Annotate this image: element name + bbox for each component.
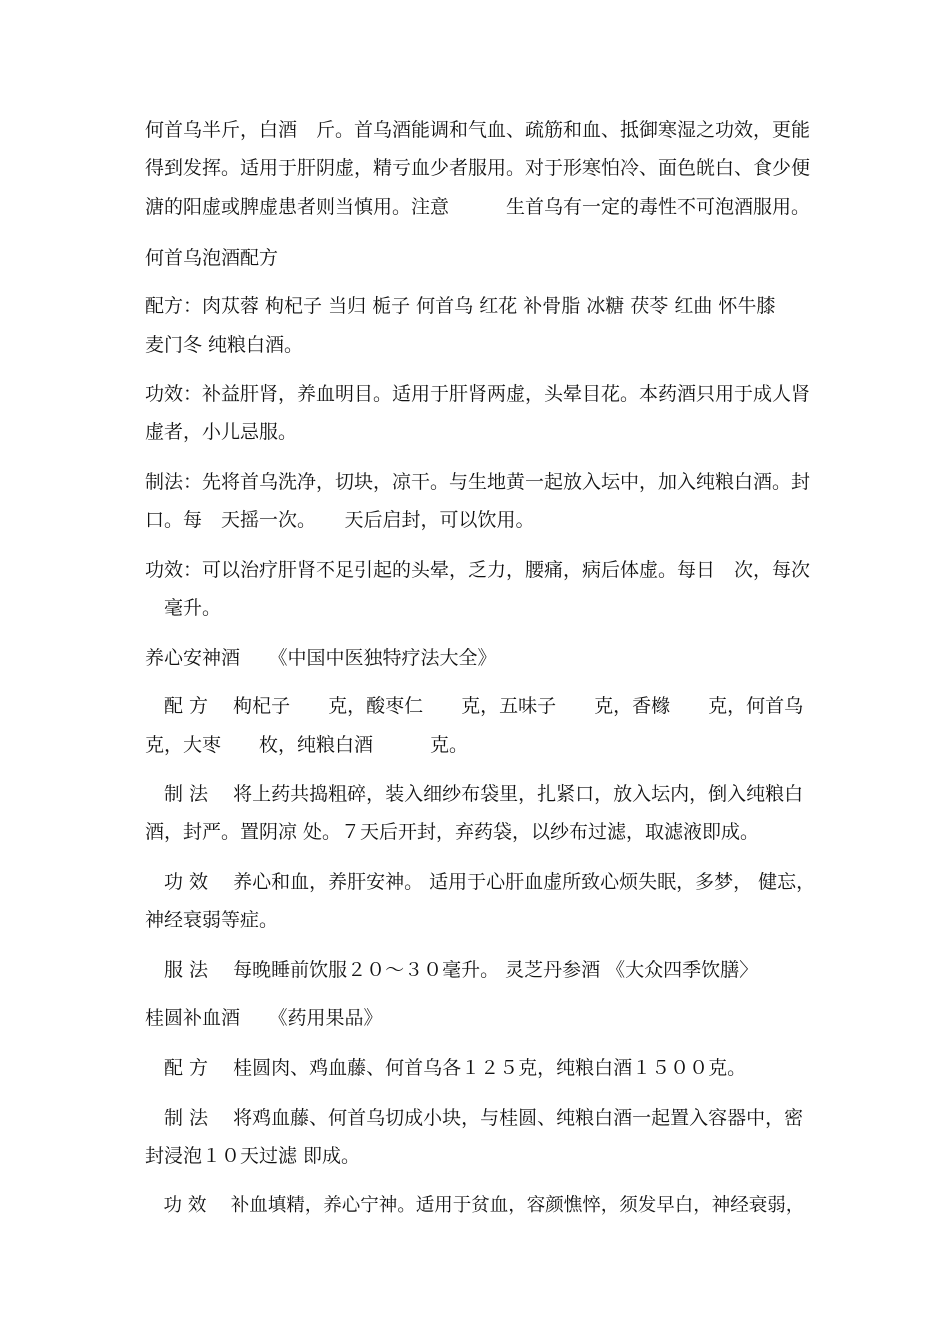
text-line: 何首乌泡酒配方 — [145, 247, 279, 269]
text-line: 酒，封严。置阴凉 处。７天后开封，弃药袋，以纱布过滤，取滤液即成。 — [145, 821, 760, 843]
text-line: 配方：肉苁蓉 枸杞子 当归 栀子 何首乌 红花 补骨脂 冰糖 茯苓 红曲 怀牛膝 — [145, 295, 776, 317]
text-line: 养心安神酒 《中国中医独特疗法大全》 — [145, 647, 497, 669]
text-line: 麦门冬 纯粮白酒。 — [145, 334, 304, 356]
text-line: 功效：补益肝肾，养血明目。适用于肝肾两虚，头晕目花。本药酒只用于成人肾 — [145, 383, 811, 405]
text-line: 制 法 将上药共捣粗碎，装入细纱布袋里，扎紧口，放入坛内，倒入纯粮白 — [145, 783, 804, 805]
text-line: 封浸泡１０天过滤 即成。 — [145, 1145, 361, 1167]
text-line: 得到发挥。适用于肝阴虚，精亏血少者服用。对于形寒怕冷、面色㿠白、食少便 — [145, 157, 811, 179]
text-line: 制法：先将首乌洗净，切块，凉干。与生地黄一起放入坛中，加入纯粮白酒。封 — [145, 471, 811, 493]
text-line: 溏的阳虚或脾虚患者则当慎用。注意 生首乌有一定的毒性不可泡酒服用。 — [145, 196, 811, 218]
text-line: 制 法 将鸡血藤、何首乌切成小块，与桂圆、纯粮白酒一起置入容器中，密 — [145, 1107, 804, 1129]
text-line: 功 效 养心和血，养肝安神。 适用于心肝血虚所致心烦失眠，多梦， 健忘， — [145, 871, 816, 893]
text-line: 口。每 天摇一次。 天后启封，可以饮用。 — [145, 509, 535, 531]
text-line: 神经衰弱等症。 — [145, 909, 279, 931]
text-line: 功效：可以治疗肝肾不足引起的头晕，乏力，腰痛，病后体虚。每日 次，每次 — [145, 559, 811, 581]
text-line: 桂圆补血酒 《药用果品》 — [145, 1007, 383, 1029]
text-line: 服 法 每晚睡前饮服２０～３０毫升。 灵芝丹参酒 《大众四季饮膳〉 — [145, 959, 759, 981]
text-line: 功 效 补血填精，养心宁神。适用于贫血，容颜憔悴，须发早白，神经衰弱， — [145, 1195, 805, 1216]
text-line: 毫升。 — [145, 597, 222, 619]
text-line: 克，大枣 枚，纯粮白酒 克。 — [145, 734, 469, 756]
text-line: 配 方 桂圆肉、鸡血藤、何首乌各１２５克，纯粮白酒１５００克。 — [145, 1057, 747, 1079]
text-line: 配 方 枸杞子 克，酸枣仁 克，五味子 克，香橼 克，何首乌 — [145, 695, 804, 717]
text-line: 虚者，小儿忌服。 — [145, 421, 298, 443]
text-line: 何首乌半斤，白酒 斤。首乌酒能调和气血、疏筋和血、抵御寒湿之功效，更能 — [145, 119, 811, 141]
